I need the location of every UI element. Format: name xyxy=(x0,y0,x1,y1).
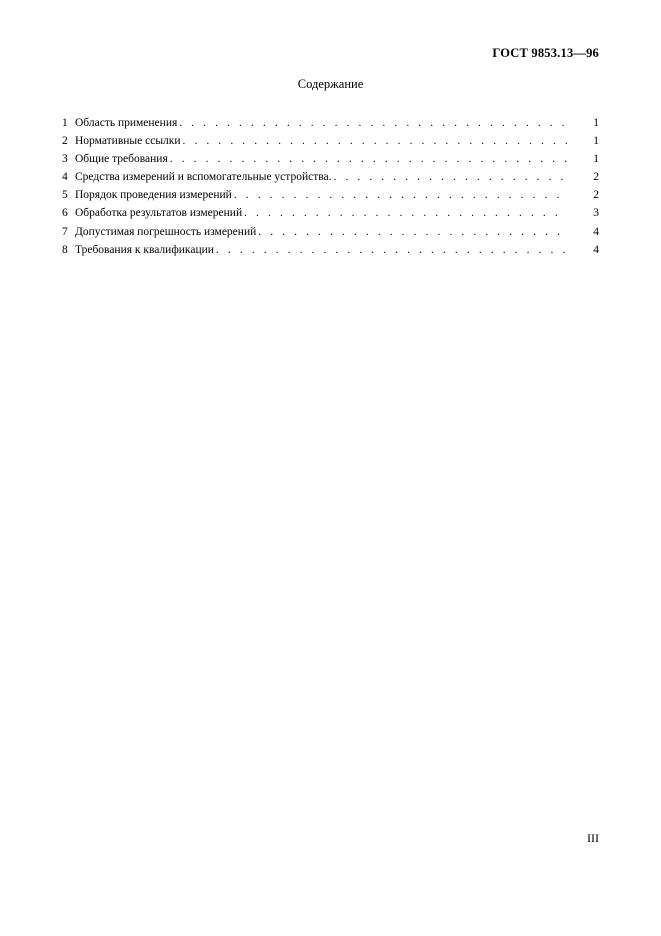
toc-entry[interactable] xyxy=(62,114,599,132)
toc-entry-number: 4 xyxy=(62,171,68,184)
toc-entry-title: Обработка результатов измерений xyxy=(75,207,243,220)
toc-entry-number: 8 xyxy=(62,243,68,256)
toc-entry[interactable] xyxy=(62,241,599,259)
toc-leader-dots xyxy=(216,241,567,259)
toc-entry-page: 3 xyxy=(593,207,599,220)
toc-entry-title: Область применения xyxy=(75,117,178,129)
toc-entry-page: 2 xyxy=(593,171,599,184)
toc-entry-page: 4 xyxy=(593,243,599,256)
toc-entry-title: Допустимая погрешность измерений xyxy=(75,225,257,238)
toc-leader-dots xyxy=(183,132,567,150)
toc-entry-number: 7 xyxy=(62,225,68,238)
toc-entry[interactable] xyxy=(62,168,599,186)
toc-entry[interactable] xyxy=(62,132,599,150)
toc-entry-page: 2 xyxy=(593,189,599,202)
toc-entry-number: 2 xyxy=(62,135,68,148)
toc-entry-title: Порядок проведения измерений xyxy=(75,189,232,202)
toc-entry-number: 5 xyxy=(62,189,68,202)
toc-entry-number: 1 xyxy=(62,117,68,129)
toc-entry[interactable] xyxy=(62,150,599,168)
toc-leader-dots xyxy=(170,150,567,168)
toc-entry-title: Средства измерений и вспомогательные устройства. xyxy=(75,171,332,184)
toc-entry-title: Нормативные ссылки xyxy=(75,135,181,148)
table-of-contents xyxy=(62,114,599,259)
toc-entry-title: Требования к квалификации xyxy=(75,243,214,256)
toc-entry-page: 1 xyxy=(593,117,599,129)
toc-leader-dots xyxy=(234,186,567,204)
toc-entry-page: 1 xyxy=(593,135,599,148)
toc-leader-dots xyxy=(334,168,568,186)
toc-entry-title: Общие требования xyxy=(75,153,168,166)
toc-entry-number: 6 xyxy=(62,207,68,220)
page-number: III xyxy=(587,831,599,845)
toc-entry[interactable] xyxy=(62,204,599,222)
toc-entry-page: 1 xyxy=(593,153,599,166)
toc-leader-dots xyxy=(258,223,567,241)
toc-leader-dots xyxy=(244,204,567,222)
toc-entry-page: 4 xyxy=(593,225,599,238)
document-code: ГОСТ 9853.13—96 xyxy=(492,46,599,60)
toc-entry-number: 3 xyxy=(62,153,68,166)
toc-leader-dots xyxy=(179,114,567,132)
toc-entry[interactable] xyxy=(62,186,599,204)
toc-entry[interactable] xyxy=(62,223,599,241)
toc-title: Содержание xyxy=(297,77,364,91)
